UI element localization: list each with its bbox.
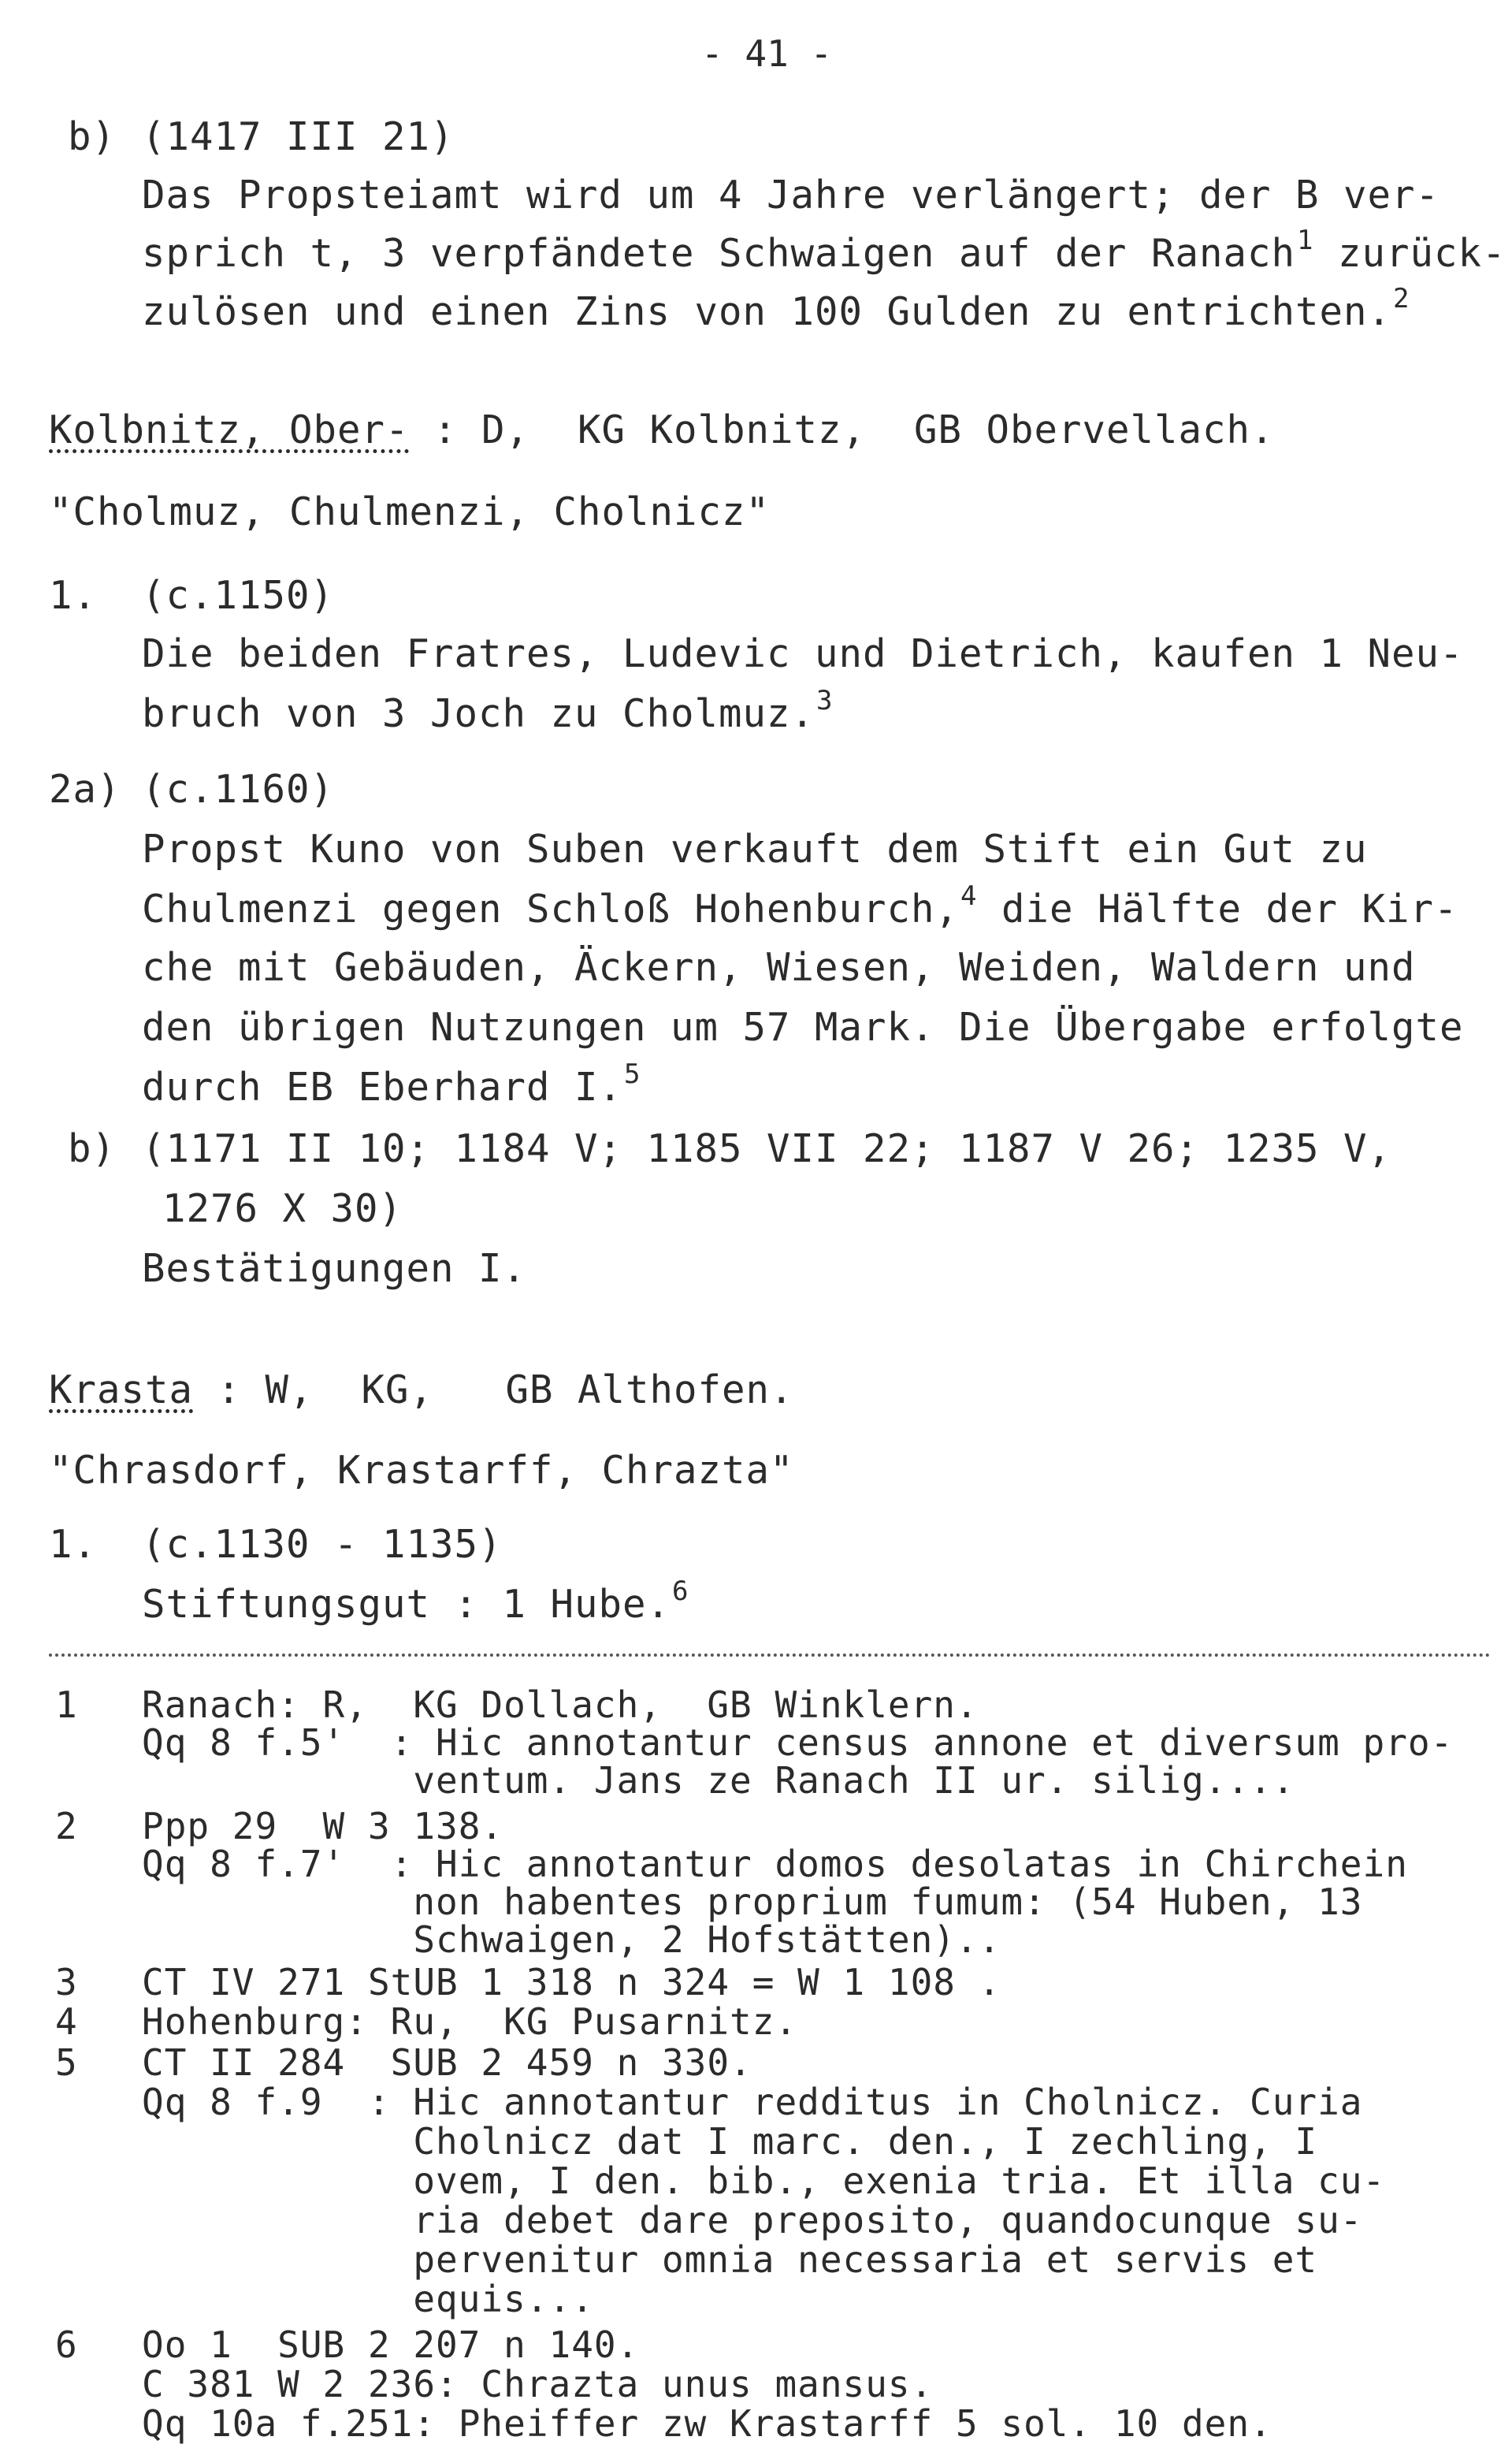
text-line: bruch von 3 Joch zu Cholmuz.$^3$	[142, 685, 834, 736]
entry-date: (c.1130 - 1135)	[142, 1522, 503, 1567]
text-line: Stiftungsgut : 1 Hube.$^6$	[142, 1575, 689, 1627]
footnote-line: Ranach: R, KG Dollach, GB Winklern.	[142, 1683, 979, 1726]
footnote-line: Schwaigen, 2 Hofstätten)..	[142, 1918, 1001, 1961]
footnote-line: Qq 8 f.5' : Hic annotantur census annone et diversum pro-	[142, 1721, 1454, 1764]
text-line: che mit Gebäuden, Äckern, Wiesen, Weiden, Waldern und	[142, 945, 1416, 990]
entry-label: 1.	[49, 573, 98, 618]
footnote-line: CT IV 271 StUB 1 318 n 324 = W 1 108 .	[142, 1961, 1001, 2003]
entry-date: (1171 II 10; 1184 V; 1185 VII 22; 1187 V 26; 1235 V,	[142, 1126, 1392, 1171]
text-line: Propst Kuno von Suben verkauft dem Stift ein Gut zu	[142, 827, 1368, 872]
text-line: Das Propsteiamt wird um 4 Jahre verlängert; der B ver-	[142, 173, 1440, 218]
footnote-number: 3	[55, 1961, 77, 2003]
footnote-line: Qq 8 f.9 : Hic annotantur redditus in Cholnicz. Curia	[142, 2081, 1363, 2123]
page-number: - 41 -	[701, 32, 833, 75]
footnote-line: Hohenburg: Ru, KG Pusarnitz.	[142, 2000, 798, 2043]
text-line: Die beiden Fratres, Ludevic und Dietrich, kaufen 1 Neu-	[142, 631, 1464, 676]
footnote-number: 4	[55, 2000, 77, 2043]
text-line: Bestätigungen I.	[142, 1246, 527, 1291]
text-line: den übrigen Nutzungen um 57 Mark. Die Übergabe erfolgte	[142, 1005, 1464, 1050]
footnote-number: 6	[55, 2323, 77, 2366]
footnote-number: 2	[55, 1805, 77, 1847]
entry-date: (c.1160)	[142, 767, 335, 812]
text-line: zulösen und einen Zins von 100 Gulden zu entrichten.$^2$	[142, 283, 1410, 334]
section-label: b)	[68, 114, 117, 159]
footnote-line: Oo 1 SUB 2 207 n 140.	[142, 2323, 640, 2366]
footnote-line: ventum. Jans ze Ranach II ur. silig....	[142, 1759, 1295, 1802]
footnote-number: 1	[55, 1683, 77, 1726]
footnote-number: 5	[55, 2041, 77, 2084]
text-line: sprich t, 3 verpfändete Schwaigen auf der Ranach$^1$ zurück-	[142, 225, 1506, 276]
footnote-line: ria debet dare preposito, quandocunque su-	[142, 2199, 1363, 2241]
footnote-line: C 381 W 2 236: Chrazta unus mansus.	[142, 2363, 934, 2405]
text-line: Chulmenzi gegen Schloß Hohenburch,$^4$ die Hälfte der Kir-	[142, 880, 1458, 932]
footnote-line: Cholnicz dat I marc. den., I zechling, I	[142, 2120, 1318, 2163]
historic-names: "Chrasdorf, Krastarff, Chrazta"	[49, 1448, 794, 1493]
entry-label: b)	[68, 1126, 117, 1171]
entry-label: 2a)	[49, 767, 121, 812]
section-date: (1417 III 21)	[142, 114, 455, 159]
place-heading: Krasta : W, KG, GB Althofen.	[49, 1367, 794, 1412]
entry-date-cont: 1276 X 30)	[162, 1186, 403, 1231]
footnote-line: pervenitur omnia necessaria et servis et	[142, 2238, 1318, 2281]
entry-date: (c.1150)	[142, 573, 335, 618]
historic-names: "Cholmuz, Chulmenzi, Cholnicz"	[49, 489, 771, 534]
footnote-line: Qq 10a f.251: Pheiffer zw Krastarff 5 sol. 10 den.	[142, 2402, 1272, 2445]
footnote-line: ovem, I den. bib., exenia tria. Et illa cu-	[142, 2160, 1386, 2202]
footnote-separator	[49, 1654, 1491, 1657]
text-line: durch EB Eberhard I.$^5$	[142, 1058, 641, 1110]
entry-label: 1.	[49, 1522, 98, 1567]
footnote-line: CT II 284 SUB 2 459 n 330.	[142, 2041, 752, 2084]
footnote-line: non habentes proprium fumum: (54 Huben, 13	[142, 1881, 1363, 1923]
footnote-line: Ppp 29 W 3 138.	[142, 1805, 504, 1847]
place-heading: Kolbnitz, Ober- : D, KG Kolbnitz, GB Obervellach.	[49, 407, 1275, 452]
footnote-line: Qq 8 f.7' : Hic annotantur domos desolatas in Chirchein	[142, 1843, 1408, 1885]
footnote-line: equis...	[142, 2278, 594, 2320]
